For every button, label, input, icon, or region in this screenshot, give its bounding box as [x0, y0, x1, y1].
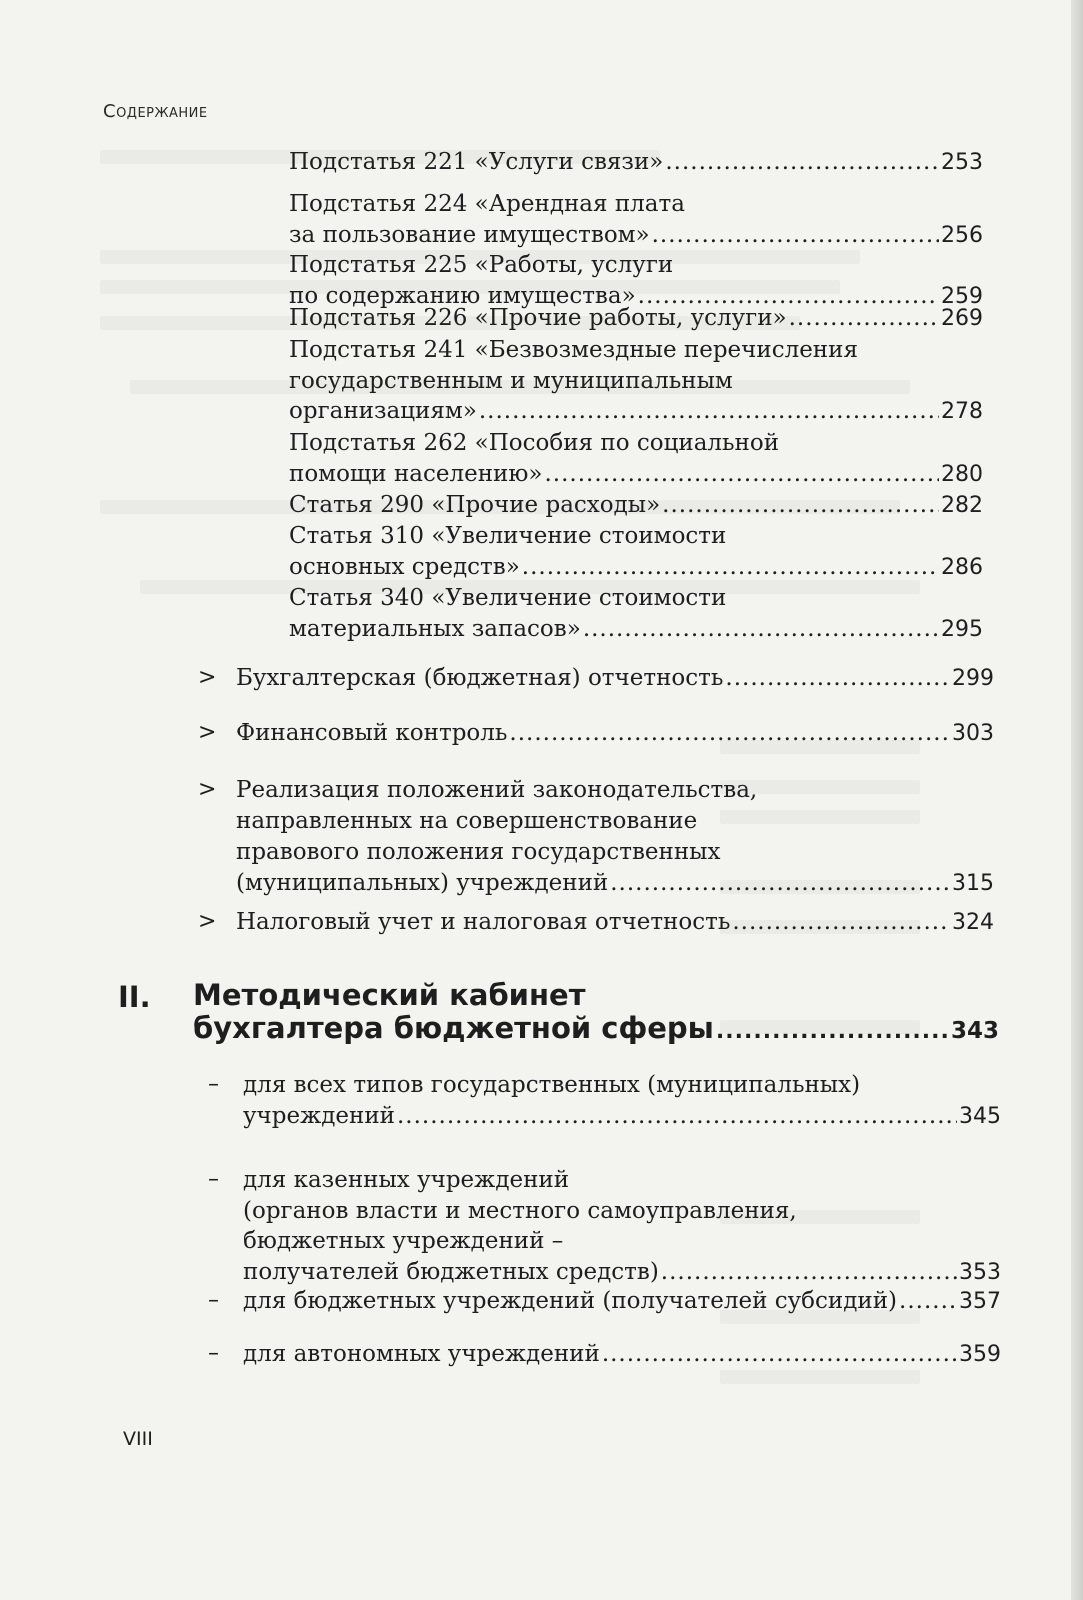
- toc-page-number: 303: [952, 721, 994, 746]
- toc-entry-title: бюджетных учреждений –: [243, 1228, 564, 1254]
- toc-entry-title: для казенных учреждений: [243, 1167, 570, 1193]
- toc-entry-title: Подстатья 221 «Услуги связи»: [289, 149, 664, 175]
- toc-entry-title: Налоговый учет и налоговая отчетность: [236, 909, 731, 935]
- toc-entry[interactable]: [208, 1286, 1001, 1317]
- toc-page-number: 299: [952, 666, 994, 691]
- toc-entry[interactable]: [198, 907, 994, 938]
- toc-entry-title: для автономных учреждений: [243, 1341, 600, 1367]
- dot-leader: [602, 1339, 957, 1370]
- dot-leader: [732, 907, 950, 938]
- dash-bullet: –: [208, 1167, 219, 1192]
- toc-entry-title: Подстатья 225 «Работы, услуги: [289, 252, 674, 278]
- toc-entry-title: государственным и муниципальным: [289, 367, 733, 394]
- dot-leader: [716, 1015, 949, 1048]
- toc-page-number: 286: [941, 554, 983, 580]
- chevron-right-icon: >: [198, 777, 217, 802]
- toc-entry-title: Статья 290 «Прочие расходы»: [289, 492, 661, 518]
- toc-page-number: 280: [941, 461, 983, 487]
- toc-entry-title: основных средств»: [289, 553, 520, 580]
- dash-bullet: –: [208, 1341, 219, 1366]
- toc-entry[interactable]: [289, 303, 983, 334]
- dot-leader: [789, 303, 939, 334]
- toc-entry[interactable]: [198, 775, 994, 899]
- dot-leader: [725, 663, 950, 694]
- toc-entry-title: Подстатья 224 «Арендная плата: [289, 191, 685, 217]
- dot-leader: [662, 490, 939, 521]
- chevron-right-icon: >: [198, 665, 217, 690]
- toc-page-number: 282: [941, 493, 983, 518]
- toc-entry-title: для всех типов государственных (муниципальных): [243, 1072, 861, 1098]
- toc-entry-title: Подстатья 241 «Безвозмездные перечисления: [289, 337, 858, 363]
- toc-entry[interactable]: [208, 1070, 1001, 1131]
- toc-entry[interactable]: [289, 147, 983, 178]
- part-number: II.: [118, 980, 151, 1014]
- toc-entry[interactable]: [198, 718, 994, 749]
- dot-leader: [544, 459, 939, 490]
- toc-entry-title: учреждений: [243, 1102, 395, 1129]
- toc-page-number: 295: [941, 616, 983, 642]
- toc-entry-title: Бухгалтерская (бюджетная) отчетность: [236, 665, 724, 691]
- toc-page-number: 359: [959, 1342, 1001, 1367]
- dot-leader: [661, 1257, 957, 1288]
- part-heading[interactable]: [193, 979, 999, 1048]
- toc-entry-title: Статья 310 «Увеличение стоимости: [289, 523, 727, 549]
- toc-page-number: 256: [941, 222, 983, 248]
- dot-leader: [652, 220, 939, 251]
- toc-page-number: 315: [952, 871, 994, 896]
- toc-entry[interactable]: [289, 490, 983, 521]
- toc-page-number: 278: [941, 399, 983, 424]
- toc-entry[interactable]: [208, 1165, 1001, 1287]
- toc-entry-title: Статья 340 «Увеличение стоимости: [289, 585, 727, 611]
- toc-page-number: 259: [941, 283, 983, 309]
- toc-page-number: 353: [959, 1259, 1001, 1285]
- dot-leader: [583, 614, 939, 645]
- dot-leader: [479, 396, 939, 427]
- toc-entry-title: (муниципальных) учреждений: [236, 870, 609, 896]
- dot-leader: [610, 868, 950, 899]
- toc-entry-title: материальных запасов»: [289, 615, 581, 642]
- dot-leader: [522, 552, 939, 583]
- toc-entry-title: за пользование имуществом»: [289, 221, 650, 248]
- toc-entry[interactable]: [289, 335, 983, 427]
- toc-entry-title: правового положения государственных: [236, 839, 721, 865]
- chevron-right-icon: >: [198, 720, 217, 745]
- page-edge: [1071, 0, 1083, 1600]
- toc-page-number: 269: [941, 306, 983, 331]
- dash-bullet: –: [208, 1288, 219, 1313]
- toc-page-number: 253: [941, 150, 983, 175]
- toc-entry-title: Подстатья 262 «Пособия по социальной: [289, 430, 780, 456]
- part-title: Методический кабинет: [193, 978, 586, 1012]
- dot-leader: [899, 1286, 957, 1317]
- toc-entry[interactable]: [198, 663, 994, 694]
- toc-entry-title: Реализация положений законодательства,: [236, 777, 758, 803]
- toc-entry-title: Финансовый контроль: [236, 720, 508, 746]
- toc-entry-title: направленных на совершенствование: [236, 808, 698, 834]
- toc-entry-title: помощи населению»: [289, 460, 543, 487]
- part-title: бухгалтера бюджетной сферы: [193, 1011, 714, 1045]
- dot-leader: [509, 718, 950, 749]
- dash-bullet: –: [208, 1072, 219, 1097]
- dot-leader: [397, 1101, 957, 1132]
- toc-page-number: 357: [959, 1289, 1001, 1314]
- toc-entry-title: по содержанию имущества»: [289, 282, 636, 309]
- toc-entry-title: Подстатья 226 «Прочие работы, услуги»: [289, 305, 787, 331]
- dot-leader: [665, 147, 939, 178]
- toc-entry[interactable]: [289, 189, 983, 250]
- toc-page-number: 324: [952, 910, 994, 935]
- toc-page-number: 345: [959, 1103, 1001, 1129]
- toc-entry[interactable]: [289, 250, 983, 311]
- toc-entry-title: (органов власти и местного самоуправления,: [243, 1197, 797, 1224]
- toc-entry-title: для бюджетных учреждений (получателей субсидий): [243, 1288, 898, 1314]
- toc-entry-title: получателей бюджетных средств): [243, 1258, 659, 1285]
- toc-entry[interactable]: [289, 428, 983, 489]
- toc-entry[interactable]: [208, 1339, 1001, 1370]
- chevron-right-icon: >: [198, 909, 217, 934]
- toc-entry[interactable]: [289, 521, 983, 582]
- toc-page-number: 343: [950, 1018, 999, 1044]
- toc-entry[interactable]: [289, 583, 983, 644]
- running-head: Содержание: [103, 101, 208, 122]
- toc-entry-title: организациям»: [289, 398, 477, 424]
- page-number: VIII: [123, 1428, 153, 1450]
